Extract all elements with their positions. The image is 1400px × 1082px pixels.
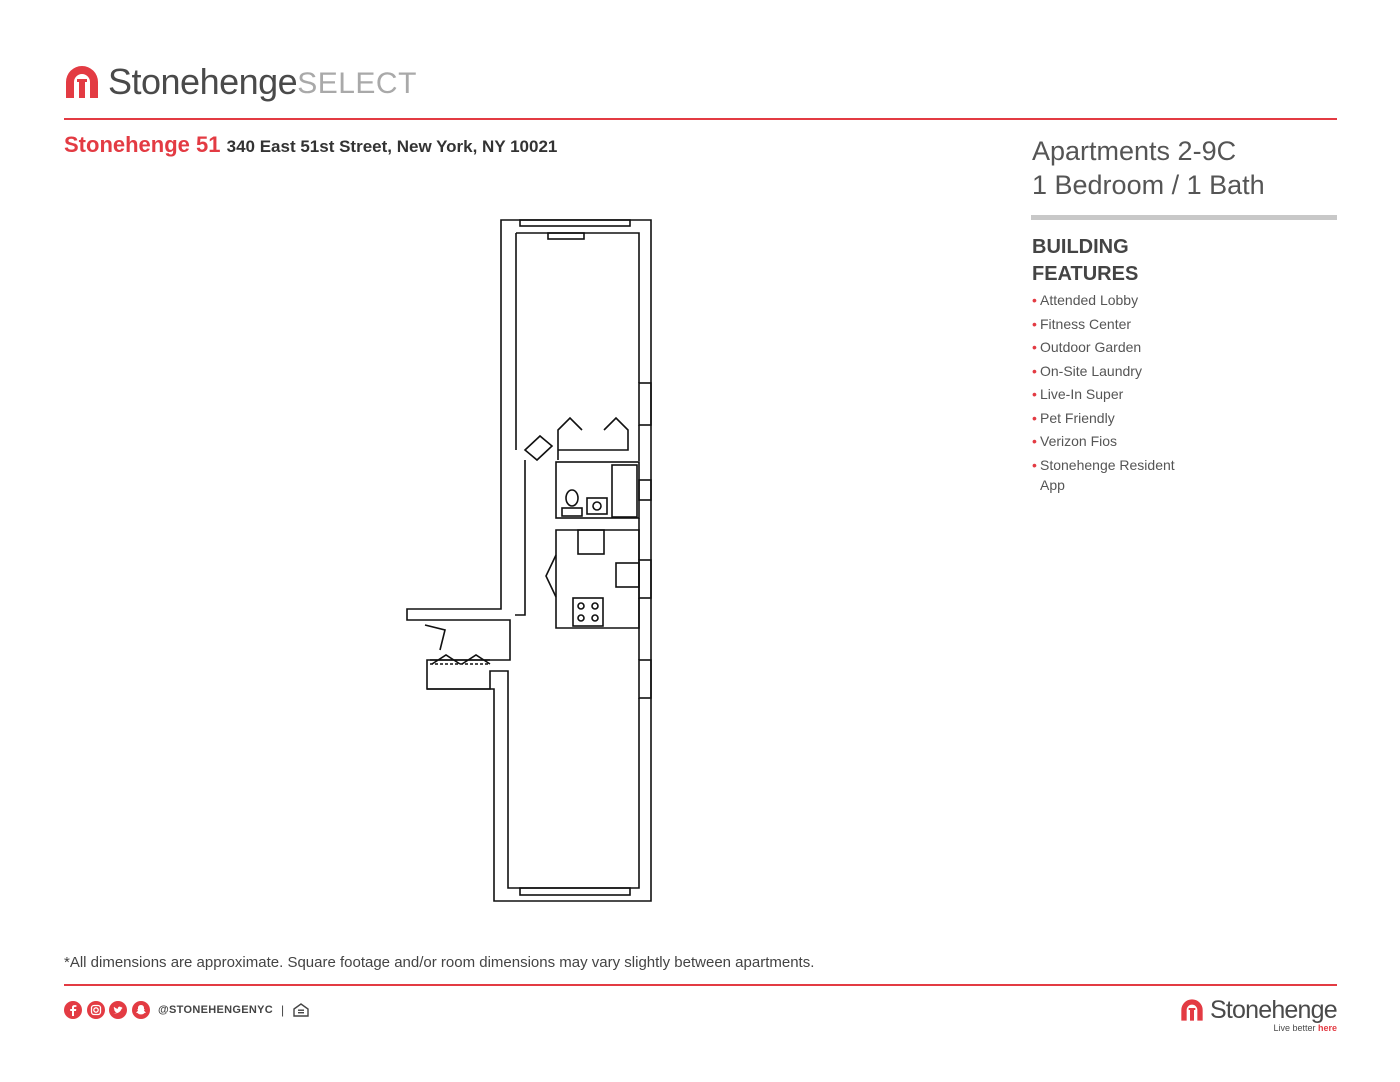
floor-plan xyxy=(400,210,660,910)
feature-item: • Stonehenge Resident App xyxy=(1032,456,1175,493)
equal-housing-icon xyxy=(292,1001,310,1019)
feature-item: • Verizon Fios xyxy=(1032,433,1118,449)
logo-wordmark: Stonehenge xyxy=(108,61,298,102)
footer-separator: | xyxy=(280,1003,285,1017)
stonehenge-footer-logo xyxy=(1180,995,1337,1037)
feature-item: • On-Site Laundry xyxy=(1032,362,1142,379)
sidebar-divider xyxy=(1031,215,1337,220)
header-rule xyxy=(64,118,1337,120)
apartment-layout: 1 Bedroom / 1 Bath xyxy=(1032,170,1265,200)
features-heading-line1: BUILDING xyxy=(1032,236,1129,258)
logo-select: SELECT xyxy=(297,67,417,100)
facebook-icon[interactable] xyxy=(64,1001,82,1019)
twitter-icon[interactable] xyxy=(109,1001,127,1019)
footer-brand-wordmark: Stonehenge xyxy=(1210,996,1337,1024)
feature-item: • Pet Friendly xyxy=(1032,409,1115,426)
apartment-title: Apartments 2-9C xyxy=(1032,136,1237,166)
features-heading xyxy=(1032,234,1192,288)
footer-rule xyxy=(64,984,1337,986)
feature-item: • Outdoor Garden xyxy=(1032,339,1142,355)
instagram-icon[interactable] xyxy=(87,1001,105,1019)
building-line xyxy=(64,131,557,161)
social-handle[interactable]: @STONEHENGENYC xyxy=(158,1004,273,1016)
snapchat-icon[interactable] xyxy=(132,1001,150,1019)
stonehenge-mark-icon xyxy=(64,64,100,100)
feature-item: • Fitness Center xyxy=(1032,315,1132,332)
features-heading-line2: FEATURES xyxy=(1032,263,1139,285)
disclaimer: *All dimensions are approximate. Square footage and/or room dimensions may vary slightly between apartments. xyxy=(64,954,815,971)
building-name: Stonehenge 51 xyxy=(64,132,221,157)
features-list xyxy=(1032,290,1202,498)
tagline: Live better here xyxy=(1273,1023,1337,1033)
feature-item: • Live-In Super xyxy=(1032,386,1124,402)
stonehenge-select-logo xyxy=(64,62,417,102)
feature-item: • Attended Lobby xyxy=(1032,292,1139,308)
building-address: 340 East 51st Street, New York, NY 10021 xyxy=(226,137,558,156)
social-bar xyxy=(64,1000,310,1020)
stonehenge-mark-icon xyxy=(1180,998,1204,1022)
